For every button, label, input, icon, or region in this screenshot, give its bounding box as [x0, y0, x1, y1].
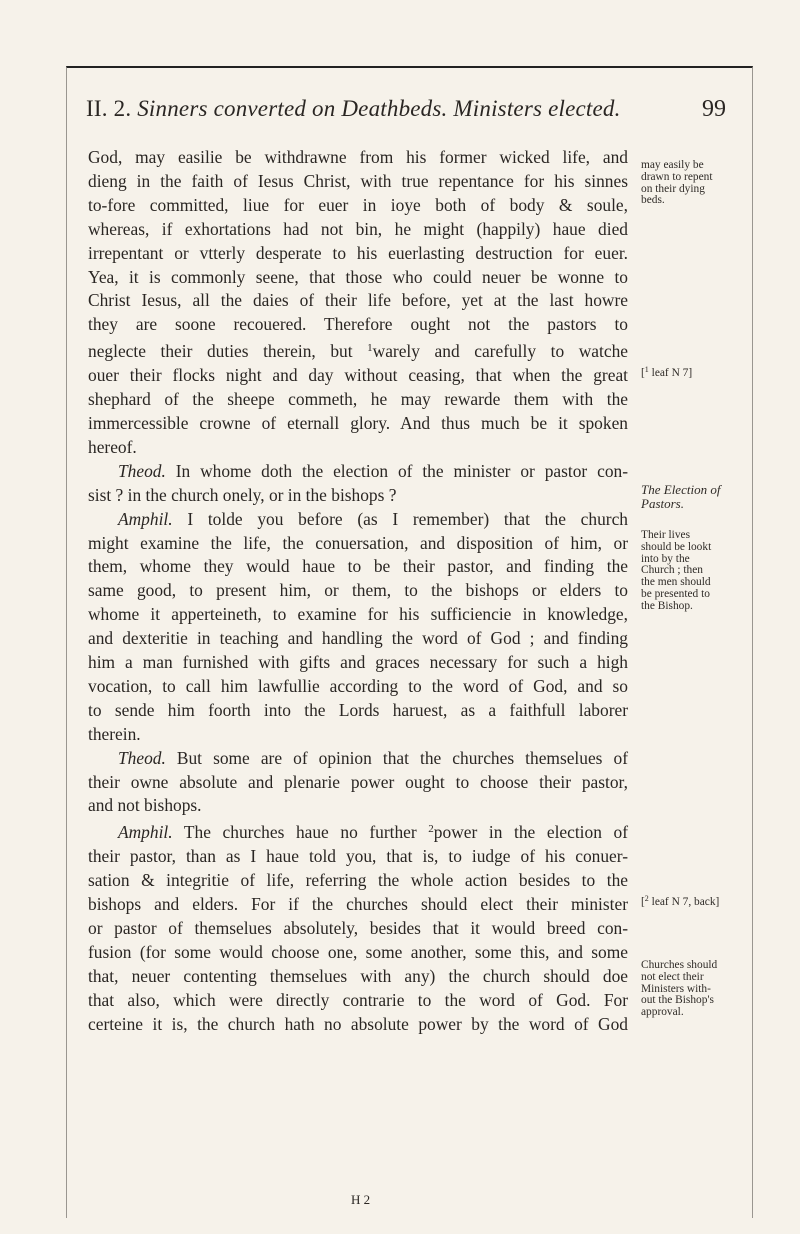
- text-line: to sende him foorth into the Lords haruest, as a faithfull laborer: [88, 699, 628, 720]
- text-line: shephard of the sheepe commeth, he may rewarde them with the: [88, 389, 628, 410]
- text-line: or pastor of themselues absolutely, besides that it would breed con-: [88, 918, 628, 938]
- margin-note-line: on their dying: [641, 182, 705, 195]
- text-line: sation & integritie of life, referring the whole action besides to the: [88, 870, 628, 891]
- text-segment: power in the election of: [433, 822, 628, 843]
- text-line: their owne absolute and plenarie power ought to choose their pastor,: [88, 771, 628, 792]
- text-line: that also, which were directly contrarie to the word of God. For: [88, 989, 628, 1010]
- margin-note: [641, 160, 761, 207]
- text-line: vocation, to call him lawfullie according to the word of God, and so: [88, 675, 628, 696]
- text-segment: But some are of opinion that the churches themselues of: [165, 747, 628, 768]
- running-title: [86, 96, 621, 122]
- text-line: that, neuer contenting themselues with any) the church should doe: [88, 965, 628, 986]
- text-line: therein.: [88, 723, 141, 744]
- text-line: God, may easilie be withdrawne from his former wicked life, and: [88, 147, 628, 167]
- text-line: and dexteritie in teaching and handling the word of God ; and finding: [88, 628, 628, 649]
- text-line: [88, 460, 628, 484]
- margin-note-line: approval.: [641, 1006, 684, 1019]
- margin-note: [641, 960, 761, 1019]
- footnote-mark: 2: [644, 894, 649, 903]
- text-line: [88, 747, 628, 771]
- margin-note-line: should be lookt: [641, 540, 712, 553]
- text-line: ouer their flocks night and day without ceasing, that when the great: [88, 365, 628, 386]
- text-segment: In whome doth the election of the minister or pastor con-: [165, 460, 628, 481]
- text-line: Yea, it is commonly seene, that those who could neuer be wonne to: [88, 266, 628, 287]
- text-line: certeine it is, the church hath no absolute power by the word of God: [88, 1013, 628, 1034]
- margin-note-line: [: [641, 896, 645, 908]
- speaker-name: Theod.: [118, 747, 166, 768]
- margin-note-line: Pastors.: [641, 495, 684, 511]
- text-line: hereof.: [88, 436, 137, 457]
- text-segment: The churches haue no further: [172, 822, 429, 843]
- margin-note-line: Churches should: [641, 959, 718, 971]
- text-line: irrepentant or vtterly desperate to his euerlasting destruction for euer.: [88, 242, 628, 263]
- text-line: [88, 818, 628, 845]
- signature-mark: H 2: [351, 1192, 371, 1207]
- footnote-mark: 2: [428, 823, 434, 836]
- margin-note-line: beds.: [641, 194, 665, 207]
- margin-note-line: Church ; then: [641, 564, 704, 577]
- margin-note-line: Their lives: [641, 529, 691, 541]
- text-line: their pastor, than as I haue told you, that is, to iudge of his conuer-: [88, 846, 628, 867]
- margin-note-line: may easily be: [641, 159, 704, 171]
- margin-note-line: Ministers with-: [641, 982, 711, 995]
- section-number: II. 2.: [86, 96, 132, 121]
- speaker-name: Amphil.: [118, 508, 173, 529]
- text-line: might examine the life, the conuersation, and disposition of him, or: [88, 532, 628, 553]
- speaker-name: Theod.: [118, 460, 166, 481]
- margin-leaf-ref: [641, 893, 761, 909]
- text-line: they are soone recouered. Therefore ought not the pastors to: [88, 314, 628, 335]
- running-title-text: Sinners converted on Deathbeds. Ministers elected.: [137, 96, 621, 121]
- footnote-mark: 1: [367, 342, 373, 355]
- text-line: bishops and elders. For if the churches should elect their minister: [88, 894, 628, 915]
- margin-note-line: the men should: [641, 576, 711, 589]
- text-line: immercessible crowne of eternall glory. And thus much be it spoken: [88, 412, 628, 433]
- text-line: sist ? in the church onely, or in the bishops ?: [88, 484, 397, 505]
- margin-note: [641, 530, 761, 613]
- margin-note-line: into by the: [641, 552, 690, 565]
- margin-note-line: drawn to repent: [641, 170, 713, 183]
- margin-note-line: out the Bishop's: [641, 994, 714, 1007]
- text-line: [88, 337, 628, 364]
- text-line: whereas, if exhortations had not bin, he might (happily) haue died: [88, 218, 628, 239]
- text-line: [88, 508, 628, 532]
- text-line: whome it apperteineth, to examine for his sufficiencie in knowledge,: [88, 604, 628, 625]
- margin-note-line: the Bishop.: [641, 599, 693, 612]
- footnote-mark: 1: [644, 365, 649, 374]
- text-line: them, whome they would haue to be their pastor, and finding the: [88, 556, 628, 577]
- text-line: him a man furnished with gifts and graces necessary for such a high: [88, 652, 628, 673]
- margin-note-line: not elect their: [641, 970, 704, 983]
- text-line: dieng in the faith of Iesus Christ, with true repentance for his sinnes: [88, 170, 628, 191]
- running-header: [86, 90, 726, 130]
- text-segment: neglecte their duties therein, but: [88, 341, 368, 362]
- main-text: [88, 146, 628, 1037]
- speaker-name: Amphil.: [118, 822, 173, 843]
- margin-note-line: leaf N 7, back]: [651, 896, 720, 908]
- text-segment: warely and carefully to watche: [372, 341, 628, 362]
- text-line: and not bishops.: [88, 795, 202, 816]
- margin-leaf-ref: [641, 364, 761, 380]
- text-line: same good, to present him, or them, to the bishops or elders to: [88, 580, 628, 601]
- margin-note-line: The Election of: [641, 482, 721, 497]
- margin-note-line: [: [641, 367, 645, 379]
- margin-section-heading: [641, 483, 761, 510]
- text-line: to-fore committed, liue for euer in ioye both of body & soule,: [88, 194, 628, 215]
- text-segment: I tolde you before (as I remember) that the church: [172, 508, 628, 529]
- text-line: Christ Iesus, all the daies of their life before, yet at the last howre: [88, 290, 628, 311]
- margin-note-line: leaf N 7]: [651, 367, 693, 379]
- margin-note-line: be presented to: [641, 587, 710, 600]
- page-number: 99: [702, 96, 726, 122]
- text-line: fusion (for some would choose one, some another, some this, and some: [88, 941, 628, 962]
